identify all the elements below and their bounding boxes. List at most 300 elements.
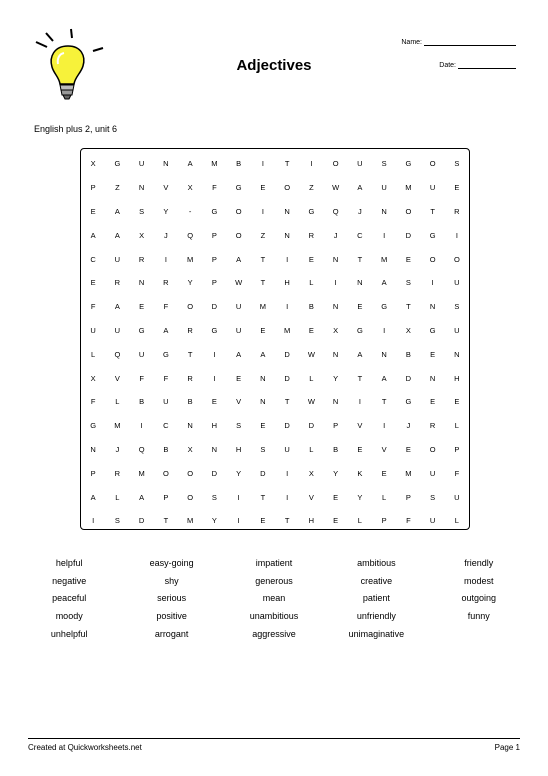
grid-cell[interactable]: Y <box>163 206 169 216</box>
grid-cell[interactable]: U <box>429 183 436 193</box>
grid-cell[interactable]: E <box>260 516 266 526</box>
grid-row <box>81 223 469 247</box>
grid-cell[interactable]: A <box>260 349 266 359</box>
grid-cell[interactable]: N <box>357 278 363 288</box>
grid-cell[interactable]: X <box>333 325 339 335</box>
grid-cell[interactable]: U <box>357 159 363 169</box>
grid-cell[interactable]: T <box>163 516 169 526</box>
grid-cell[interactable]: U <box>114 254 121 264</box>
grid-cell[interactable]: R <box>163 278 169 288</box>
grid-cell[interactable]: D <box>138 516 145 526</box>
page-title: Adjectives <box>236 57 312 74</box>
footer-divider <box>28 738 520 739</box>
grid-cell[interactable]: A <box>90 230 96 240</box>
grid-cell[interactable]: O <box>187 468 194 478</box>
grid-cell[interactable]: E <box>308 325 314 335</box>
grid-cell[interactable]: V <box>163 183 169 193</box>
grid-cell[interactable]: P <box>381 516 387 526</box>
grid-cell[interactable]: F <box>163 302 169 312</box>
grid-cell[interactable]: M <box>405 468 412 478</box>
grid-cell[interactable]: H <box>308 516 315 526</box>
word-item: impatient <box>255 557 293 568</box>
word-item: creative <box>360 575 393 586</box>
grid-cell[interactable]: H <box>454 373 460 383</box>
grid-cell[interactable]: I <box>286 492 289 502</box>
grid-cell[interactable]: N <box>332 397 339 407</box>
grid-cell[interactable]: O <box>429 444 436 454</box>
word-item: unfriendly <box>356 610 396 621</box>
grid-cell[interactable]: E <box>430 397 436 407</box>
grid-cell[interactable]: E <box>357 444 363 454</box>
page-number: Page 1 <box>494 743 520 752</box>
grid-cell[interactable]: O <box>453 254 460 264</box>
grid-cell[interactable]: J <box>115 444 120 454</box>
grid-cell[interactable]: F <box>454 468 460 478</box>
grid-cell[interactable]: T <box>430 206 435 216</box>
grid-cell[interactable]: E <box>405 254 411 264</box>
grid-cell[interactable]: R <box>114 468 121 478</box>
date-field[interactable] <box>439 61 516 69</box>
grid-cell[interactable]: S <box>114 516 120 526</box>
grid-cell[interactable]: G <box>429 230 436 240</box>
grid-cell[interactable]: G <box>308 206 315 216</box>
grid-cell[interactable]: U <box>454 492 460 502</box>
grid-cell[interactable]: Y <box>333 373 339 383</box>
grid-cell[interactable]: C <box>357 230 363 240</box>
grid-cell[interactable]: Z <box>115 183 120 193</box>
grid-cell[interactable]: N <box>260 397 266 407</box>
grid-cell[interactable]: S <box>381 159 387 169</box>
grid-cell[interactable]: S <box>236 421 242 431</box>
grid-cell[interactable]: G <box>429 325 436 335</box>
word-item: unimaginative <box>348 628 405 639</box>
grid-cell[interactable]: M <box>138 468 145 478</box>
grid-cell[interactable]: O <box>235 206 242 216</box>
grid-cell[interactable]: P <box>333 421 339 431</box>
grid-cell[interactable]: Q <box>332 206 339 216</box>
grid-cell[interactable]: N <box>260 373 266 383</box>
name-field[interactable] <box>401 38 516 46</box>
grid-cell[interactable]: X <box>187 183 193 193</box>
grid-cell[interactable]: E <box>454 397 460 407</box>
grid-cell[interactable]: R <box>187 373 193 383</box>
grid-cell[interactable]: Q <box>187 230 194 240</box>
grid-row <box>81 342 469 366</box>
grid-cell[interactable]: G <box>405 397 412 407</box>
grid-cell[interactable]: B <box>405 349 411 359</box>
grid-cell[interactable]: N <box>332 302 339 312</box>
grid-cell[interactable]: A <box>381 373 387 383</box>
grid-cell[interactable]: N <box>138 183 145 193</box>
grid-cell[interactable]: X <box>187 444 193 454</box>
name-line <box>424 38 516 46</box>
grid-cell[interactable]: J <box>333 230 338 240</box>
grid-cell[interactable]: D <box>260 468 266 478</box>
grid-cell[interactable]: W <box>332 183 340 193</box>
grid-cell[interactable]: N <box>163 159 169 169</box>
grid-cell[interactable]: I <box>213 349 216 359</box>
grid-cell[interactable]: Y <box>357 492 363 502</box>
grid-cell[interactable]: T <box>260 278 266 288</box>
grid-cell[interactable]: A <box>114 230 120 240</box>
grid-cell[interactable]: V <box>236 397 242 407</box>
grid-cell[interactable]: D <box>308 421 315 431</box>
grid-cell[interactable]: B <box>187 397 193 407</box>
grid-cell[interactable]: G <box>405 159 412 169</box>
grid-cell[interactable]: Q <box>138 444 145 454</box>
word-row <box>18 572 530 590</box>
grid-cell[interactable]: T <box>357 373 363 383</box>
grid-cell[interactable]: E <box>260 421 266 431</box>
grid-cell[interactable]: M <box>114 421 121 431</box>
word-item <box>428 625 530 643</box>
grid-cell[interactable]: U <box>90 325 96 335</box>
grid-cell[interactable]: O <box>405 206 412 216</box>
grid-cell[interactable]: T <box>284 516 290 526</box>
grid-cell[interactable]: Z <box>309 183 314 193</box>
grid-cell[interactable]: A <box>357 349 363 359</box>
grid-cell[interactable]: B <box>333 444 339 454</box>
grid-cell[interactable]: D <box>284 421 290 431</box>
grid-cell[interactable]: L <box>309 278 314 288</box>
grid-cell[interactable]: D <box>405 373 412 383</box>
grid-cell[interactable]: B <box>308 302 314 312</box>
grid-cell[interactable]: I <box>383 325 386 335</box>
grid-cell[interactable]: O <box>429 254 436 264</box>
grid-row <box>81 461 469 485</box>
grid-cell[interactable]: G <box>90 421 97 431</box>
grid-cell[interactable]: E <box>454 183 460 193</box>
grid-cell[interactable]: J <box>406 421 411 431</box>
grid-cell[interactable]: A <box>114 206 120 216</box>
grid-cell[interactable]: D <box>211 302 218 312</box>
grid-cell[interactable]: N <box>211 444 218 454</box>
grid-cell[interactable]: J <box>164 230 168 240</box>
grid-cell[interactable]: M <box>259 302 266 312</box>
grid-cell[interactable]: U <box>381 183 387 193</box>
grid-cell[interactable]: L <box>382 492 387 502</box>
grid-cell[interactable]: I <box>261 206 264 216</box>
grid-cell[interactable]: Y <box>187 278 193 288</box>
grid-cell[interactable]: H <box>235 444 242 454</box>
grid-cell[interactable]: T <box>260 492 266 502</box>
grid-cell[interactable]: A <box>357 183 363 193</box>
grid-cell[interactable]: O <box>235 230 242 240</box>
grid-cell[interactable]: S <box>260 444 266 454</box>
grid-cell[interactable]: X <box>90 159 96 169</box>
grid-cell[interactable]: E <box>139 302 145 312</box>
grid-cell[interactable]: E <box>236 373 242 383</box>
grid-cell[interactable]: A <box>163 325 169 335</box>
grid-cell[interactable]: I <box>455 230 458 240</box>
grid-cell[interactable]: P <box>90 183 96 193</box>
grid-cell[interactable]: A <box>381 278 387 288</box>
grid-cell[interactable]: S <box>139 206 145 216</box>
grid-cell[interactable]: N <box>332 349 339 359</box>
grid-cell[interactable]: U <box>454 278 460 288</box>
grid-cell[interactable]: L <box>309 444 314 454</box>
grid-cell[interactable]: E <box>430 349 436 359</box>
word-item: positive <box>156 610 187 621</box>
grid-cell[interactable]: F <box>90 397 96 407</box>
grid-cell[interactable]: G <box>381 302 388 312</box>
grid-cell[interactable]: I <box>261 159 264 169</box>
grid-cell[interactable]: P <box>163 492 169 502</box>
word-item: ambitious <box>357 557 396 568</box>
grid-cell[interactable]: I <box>286 254 289 264</box>
grid-cell[interactable]: M <box>211 159 218 169</box>
word-item: shy <box>164 575 179 586</box>
grid-cell[interactable]: E <box>357 302 363 312</box>
grid-cell[interactable]: E <box>260 183 266 193</box>
word-row <box>18 607 530 625</box>
grid-cell[interactable]: N <box>332 254 339 264</box>
grid-cell[interactable]: N <box>138 278 145 288</box>
grid-row <box>81 485 469 509</box>
grid-cell[interactable]: G <box>235 183 242 193</box>
word-item: peaceful <box>52 593 87 604</box>
grid-cell[interactable]: A <box>90 492 96 502</box>
grid-cell[interactable]: U <box>138 349 145 359</box>
grid-cell[interactable]: T <box>187 349 193 359</box>
grid-cell[interactable]: L <box>309 373 314 383</box>
grid-cell[interactable]: T <box>284 397 290 407</box>
grid-cell[interactable]: F <box>90 302 96 312</box>
grid-cell[interactable]: G <box>138 325 145 335</box>
grid-cell[interactable]: D <box>211 468 218 478</box>
grid-cell[interactable]: O <box>284 183 291 193</box>
grid-cell[interactable]: O <box>187 492 194 502</box>
grid-cell[interactable]: S <box>211 492 217 502</box>
grid-cell[interactable]: C <box>90 254 96 264</box>
grid-cell[interactable]: N <box>429 373 436 383</box>
grid-cell[interactable]: L <box>91 349 96 359</box>
grid-cell[interactable]: M <box>405 183 412 193</box>
grid-cell[interactable]: A <box>236 254 242 264</box>
grid-cell[interactable]: X <box>308 468 314 478</box>
grid-cell[interactable]: R <box>454 206 460 216</box>
grid-cell[interactable]: I <box>92 516 95 526</box>
grid-cell[interactable]: N <box>90 444 96 454</box>
name-label: Name: <box>401 39 422 46</box>
grid-cell[interactable]: X <box>139 230 145 240</box>
grid-cell[interactable]: J <box>358 206 362 216</box>
grid-cell[interactable]: O <box>162 468 169 478</box>
grid-cell[interactable]: U <box>138 159 145 169</box>
word-item: serious <box>157 593 187 604</box>
word-item: outgoing <box>461 593 497 604</box>
grid-cell[interactable]: U <box>454 325 460 335</box>
grid-cell[interactable]: O <box>187 302 194 312</box>
grid-cell[interactable]: - <box>188 206 192 216</box>
grid-cell[interactable]: G <box>162 349 169 359</box>
grid-cell[interactable]: S <box>454 159 460 169</box>
grid-cell[interactable]: B <box>163 444 169 454</box>
grid-cell[interactable]: E <box>90 206 96 216</box>
grid-cell[interactable]: O <box>332 159 339 169</box>
grid-cell[interactable]: F <box>139 373 144 383</box>
grid-cell[interactable]: I <box>140 421 143 431</box>
grid-cell[interactable]: R <box>308 230 315 240</box>
date-label: Date: <box>439 62 456 69</box>
grid-cell[interactable]: E <box>308 254 314 264</box>
grid-cell[interactable]: N <box>429 302 436 312</box>
grid-cell[interactable]: S <box>454 302 460 312</box>
word-item: unhelpful <box>50 628 88 639</box>
grid-cell[interactable]: N <box>284 206 290 216</box>
grid-cell[interactable]: U <box>114 325 121 335</box>
grid-cell[interactable]: I <box>358 397 361 407</box>
grid-row <box>81 414 469 438</box>
grid-cell[interactable]: G <box>356 325 363 335</box>
grid-cell[interactable]: E <box>90 278 96 288</box>
grid-row <box>81 319 469 343</box>
grid-cell[interactable]: V <box>381 444 387 454</box>
grid-cell[interactable]: T <box>284 159 290 169</box>
grid-cell[interactable]: K <box>357 468 363 478</box>
grid-row <box>81 271 469 295</box>
grid-cell[interactable]: U <box>284 444 290 454</box>
grid-cell[interactable]: T <box>357 254 363 264</box>
grid-cell[interactable]: W <box>307 349 315 359</box>
grid-cell[interactable]: V <box>114 373 120 383</box>
grid-cell[interactable]: U <box>235 325 242 335</box>
grid-cell[interactable]: N <box>454 349 460 359</box>
grid-cell[interactable]: F <box>212 183 217 193</box>
grid-cell[interactable]: I <box>383 230 386 240</box>
grid-cell[interactable]: I <box>237 492 240 502</box>
grid-cell[interactable]: L <box>454 516 459 526</box>
grid-cell[interactable]: X <box>90 373 96 383</box>
grid-row <box>81 152 469 176</box>
grid-cell[interactable]: L <box>115 492 120 502</box>
grid-row <box>81 247 469 271</box>
word-row <box>18 554 530 572</box>
grid-cell[interactable]: M <box>187 254 194 264</box>
grid-cell[interactable]: S <box>405 278 411 288</box>
grid-cell[interactable]: F <box>406 516 411 526</box>
grid-cell[interactable]: U <box>429 516 436 526</box>
grid-cell[interactable]: U <box>163 397 169 407</box>
grid-cell[interactable]: Y <box>333 468 339 478</box>
grid-cell[interactable]: M <box>381 254 388 264</box>
grid-cell[interactable]: A <box>139 492 145 502</box>
grid-cell[interactable]: L <box>454 421 459 431</box>
grid-cell[interactable]: E <box>405 444 411 454</box>
footer-credit: Created at Quickworksheets.net <box>28 743 142 752</box>
grid-cell[interactable]: E <box>333 516 339 526</box>
grid-cell[interactable]: I <box>310 159 313 169</box>
grid-cell[interactable]: V <box>308 492 314 502</box>
grid-cell[interactable]: N <box>381 349 387 359</box>
grid-cell[interactable]: G <box>114 159 121 169</box>
grid-cell[interactable]: C <box>163 421 169 431</box>
grid-row <box>81 176 469 200</box>
grid-cell[interactable]: A <box>236 349 242 359</box>
word-item: modest <box>464 575 494 586</box>
grid-cell[interactable]: M <box>284 325 291 335</box>
grid-cell[interactable]: R <box>187 325 193 335</box>
word-item: aggressive <box>252 628 296 639</box>
grid-table <box>81 152 469 533</box>
grid-row <box>81 295 469 319</box>
grid-cell[interactable]: I <box>286 302 289 312</box>
grid-cell[interactable]: Y <box>236 468 242 478</box>
grid-cell[interactable]: N <box>381 206 387 216</box>
grid-cell[interactable]: W <box>235 278 243 288</box>
grid-cell[interactable]: P <box>454 444 460 454</box>
grid-cell[interactable]: P <box>211 278 217 288</box>
grid-cell[interactable]: G <box>211 206 218 216</box>
grid-cell[interactable]: P <box>405 492 411 502</box>
grid-cell[interactable]: Z <box>260 230 266 240</box>
grid-cell[interactable]: I <box>286 468 289 478</box>
grid-cell[interactable]: I <box>237 516 240 526</box>
word-list <box>18 554 530 642</box>
grid-cell[interactable]: N <box>187 421 193 431</box>
word-row <box>18 625 530 643</box>
grid-cell[interactable]: I <box>383 421 386 431</box>
word-item: generous <box>255 575 293 586</box>
grid-cell[interactable]: E <box>260 325 266 335</box>
grid-cell[interactable]: A <box>187 159 193 169</box>
grid-cell[interactable]: B <box>236 159 242 169</box>
grid-cell[interactable]: B <box>139 397 145 407</box>
grid-cell[interactable]: O <box>429 159 436 169</box>
grid-cell[interactable]: R <box>114 278 121 288</box>
grid-cell[interactable]: P <box>211 230 217 240</box>
grid-cell[interactable]: W <box>307 397 315 407</box>
grid-cell[interactable]: P <box>211 254 217 264</box>
grid-cell[interactable]: Y <box>211 516 217 526</box>
grid-cell[interactable]: H <box>211 421 218 431</box>
grid-cell[interactable]: A <box>114 302 120 312</box>
grid-cell[interactable]: R <box>138 254 145 264</box>
grid-cell[interactable]: T <box>260 254 266 264</box>
grid-cell[interactable]: L <box>357 516 362 526</box>
grid-cell[interactable]: U <box>429 468 436 478</box>
grid-cell[interactable]: P <box>90 468 96 478</box>
grid-cell[interactable]: S <box>430 492 436 502</box>
grid-cell[interactable]: T <box>406 302 411 312</box>
grid-cell[interactable]: R <box>429 421 436 431</box>
grid-cell[interactable]: U <box>235 302 242 312</box>
grid-cell[interactable]: G <box>211 325 218 335</box>
grid-cell[interactable]: D <box>284 373 290 383</box>
grid-cell[interactable]: I <box>213 373 216 383</box>
word-item: mean <box>262 593 286 604</box>
grid-cell[interactable]: T <box>381 397 387 407</box>
grid-row <box>81 509 469 533</box>
grid-cell[interactable]: E <box>381 468 387 478</box>
grid-cell[interactable]: L <box>115 397 120 407</box>
grid-cell[interactable]: I <box>334 278 337 288</box>
grid-cell[interactable]: D <box>405 230 412 240</box>
grid-cell[interactable]: F <box>163 373 169 383</box>
grid-cell[interactable]: E <box>333 492 339 502</box>
grid-cell[interactable]: N <box>284 230 290 240</box>
grid-cell[interactable]: D <box>284 349 290 359</box>
grid-cell[interactable]: Q <box>114 349 121 359</box>
grid-cell[interactable]: H <box>284 278 290 288</box>
subtitle: English plus 2, unit 6 <box>34 124 118 134</box>
grid-cell[interactable]: X <box>405 325 411 335</box>
grid-cell[interactable]: V <box>357 421 363 431</box>
grid-cell[interactable]: M <box>187 516 194 526</box>
grid-cell[interactable]: E <box>211 397 217 407</box>
grid-cell[interactable]: I <box>164 254 167 264</box>
grid-cell[interactable]: I <box>431 278 434 288</box>
